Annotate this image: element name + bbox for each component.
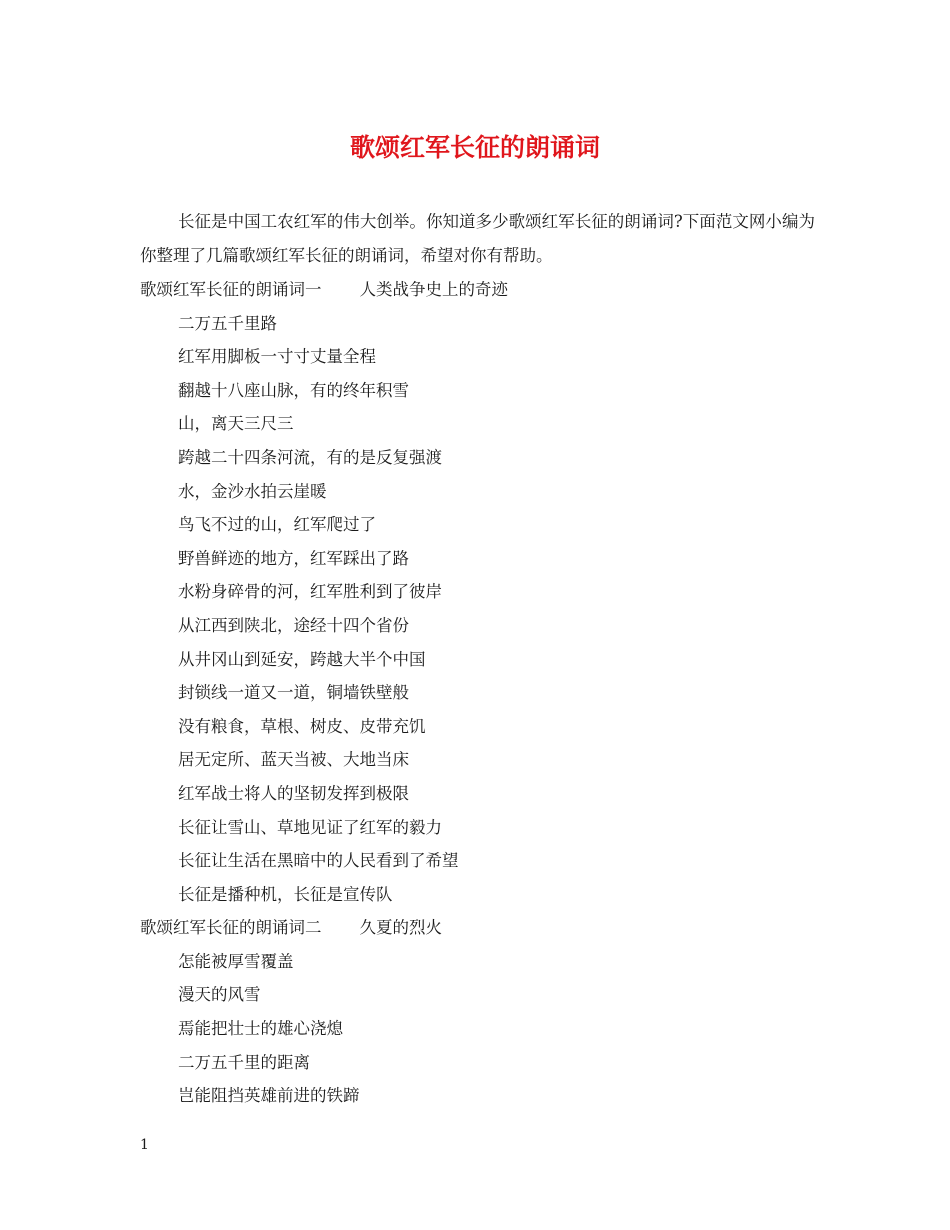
poem-line: 山，离天三尺三	[178, 414, 294, 434]
poem-line: 翻越十八座山脉，有的终年积雪	[178, 380, 409, 400]
poem-line: 长征让生活在黑暗中的人民看到了希望	[178, 851, 459, 871]
poem-line: 鸟飞不过的山，红军爬过了	[178, 515, 376, 535]
poem2-first-line: 久夏的烈火	[359, 918, 442, 938]
poem-line: 长征让雪山、草地见证了红军的毅力	[178, 817, 442, 837]
poem-line: 二万五千里路	[178, 313, 277, 333]
poem1-heading: 歌颂红军长征的朗诵词一	[140, 280, 322, 299]
poem-line: 跨越二十四条河流，有的是反复强渡	[178, 447, 442, 467]
document-title: 歌颂红军长征的朗诵词	[349, 133, 600, 162]
poem-line: 焉能把壮士的雄心浇熄	[178, 1019, 343, 1039]
page-number: 1	[140, 1137, 149, 1153]
poem-line: 红军战士将人的坚韧发挥到极限	[178, 783, 409, 803]
poem-line: 水，金沙水拍云崖暖	[178, 481, 327, 501]
poem-line: 野兽鲜迹的地方，红军踩出了路	[178, 548, 409, 568]
intro-paragraph: 长征是中国工农红军的伟大创举。你知道多少歌颂红军长征的朗诵词?下面范文网小编为你整理了几篇歌颂红军长征的朗诵词，希望对你有帮助。	[140, 212, 815, 265]
poem2-heading-line	[140, 911, 820, 945]
poem-line: 水粉身碎骨的河，红军胜利到了彼岸	[178, 582, 442, 602]
poem-line: 漫天的风雪	[178, 985, 261, 1005]
poem-line: 怎能被厚雪覆盖	[178, 951, 294, 971]
poem-line: 长征是播种机，长征是宣传队	[178, 884, 393, 904]
poem-line: 二万五千里的距离	[178, 1052, 310, 1072]
poem-line: 岂能阻挡英雄前进的铁蹄	[178, 1086, 360, 1106]
poem1-first-line: 人类战争史上的奇迹	[359, 280, 508, 299]
poem-line: 从井冈山到延安，跨越大半个中国	[178, 649, 426, 669]
poem-body	[140, 273, 820, 1113]
poem-line: 没有粮食，草根、树皮、皮带充饥	[178, 716, 426, 736]
poem-line: 红军用脚板一寸寸丈量全程	[178, 347, 376, 367]
poem-line: 从江西到陕北，途经十四个省份	[178, 615, 409, 635]
poem-line: 居无定所、蓝天当被、大地当床	[178, 750, 409, 770]
poem2-heading: 歌颂红军长征的朗诵词二	[140, 918, 322, 938]
poem1-heading-line	[140, 273, 820, 307]
poem-line: 封锁线一道又一道，铜墙铁壁般	[178, 683, 409, 703]
